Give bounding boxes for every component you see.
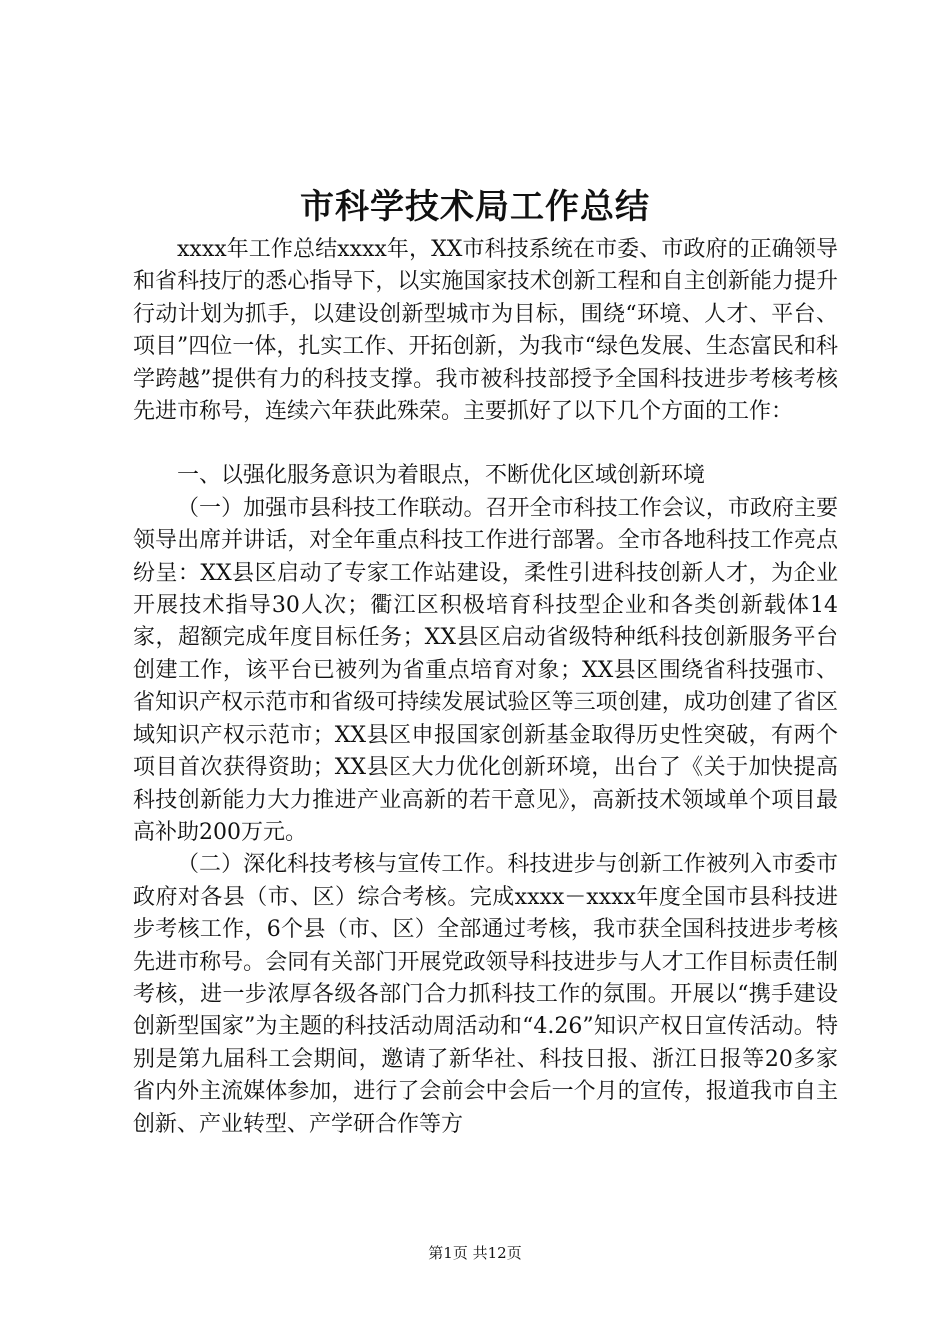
subsection-paragraph-2: （二）深化科技考核与宣传工作。科技进步与创新工作被列入市委市政府对各县（市、区）综合考核。完成xxxx－xxxx年度全国市县科技进步考核工作，6个县（市、区）全部通过考核，我市获全国科技进步考核先进市称号。会同有关部门开展党政领导科技进步与人才工作目标责任制考核，进一步浓厚各级各部门合力抓科技工作的氛围。开展以“携手建设创新型国家”为主题的科技活动周活动和“4.26”知识产权日宣传活动。特别是第九届科工会期间，邀请了新华社、科技日报、浙江日报等20多家省内外主流媒体参加，进行了会前会中会后一个月的宣传，报道我市自主创新、产业转型、产学研合作等方	[133, 852, 838, 1137]
subsection-paragraph-1: （一）加强市县科技工作联动。召开全市科技工作会议，市政府主要领导出席并讲话，对全年重点科技工作进行部署。全市各地科技工作亮点纷呈：XX县区启动了专家工作站建设，柔性引进科技创新人才，为企业开展技术指导30人次；衢江区积极培育科技型企业和各类创新载体14家，超额完成年度目标任务；XX县区启动省级特种纸科技创新服务平台创建工作，该平台已被列为省重点培育对象；XX县区围绕省科技强市、省知识产权示范市和省级可持续发展试验区等三项创建，成功创建了省区域知识产权示范市；XX县区申报国家创新基金取得历史性突破，有两个项目首次获得资助；XX县区大力优化创新环境，出台了《关于加快提高科技创新能力大力推进产业高新的若干意见》，高新技术领域单个项目最高补助200万元。	[133, 495, 838, 845]
intro-paragraph: xxxx年工作总结xxxx年，XX市科技系统在市委、市政府的正确领导和省科技厅的悉心指导下，以实施国家技术创新工程和自主创新能力提升行动计划为抓手，以建设创新型城市为目标，围绕“环境、人才、平台、项目”四位一体，扎实工作、开拓创新，为我市“绿色发展、生态富民和科学跨越”提供有力的科技支撑。我市被科技部授予全国科技进步考核考核先进市称号，连续六年获此殊荣。主要抓好了以下几个方面的工作：	[133, 237, 838, 425]
section-heading-1: 一、以强化服务意识为着眼点，不断优化区域创新环境	[177, 463, 706, 489]
page-footer: 第1页 共12页	[428, 1244, 522, 1262]
document-body	[133, 234, 838, 1141]
document-title: 市科学技术局工作总结	[300, 187, 650, 227]
